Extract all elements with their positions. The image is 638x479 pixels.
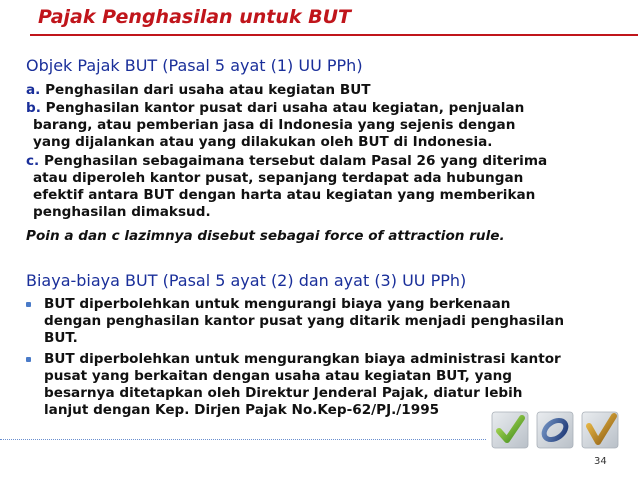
title-underline [30, 34, 638, 36]
item-c-line-4: penghasilan dimaksud. [33, 204, 211, 220]
gold-check-icon [582, 412, 618, 448]
bullet-2-line-1: BUT diperbolehkan untuk mengurangkan biaya administrasi kantor [44, 351, 561, 367]
item-a-line-1: a. Penghasilan dari usaha atau kegiatan BUT [26, 82, 371, 98]
bullet-2-line-4: lanjut dengan Kep. Dirjen Pajak No.Kep-62/PJ./1995 [44, 402, 440, 418]
footer-dotted-rule [0, 439, 486, 440]
green-check-icon [492, 412, 528, 448]
bullet-icon [26, 302, 31, 307]
bullet-1-line-2: dengan penghasilan kantor pusat yang ditarik menjadi penghasilan [44, 313, 565, 329]
bullet-1-line-3: BUT. [44, 330, 78, 346]
item-c-line-1: c. Penghasilan sebagaimana tersebut dalam Pasal 26 yang diterima [26, 153, 548, 169]
slide-title: Pajak Penghasilan untuk BUT [38, 6, 351, 28]
blue-ring-icon [537, 412, 573, 448]
item-c-line-2: atau diperoleh kantor pusat, sepanjang terdapat ada hubungan [33, 170, 524, 186]
page-number: 34 [594, 456, 607, 467]
bullet-1-line-1: BUT diperbolehkan untuk mengurangi biaya yang berkenaan [44, 296, 511, 312]
item-b-line-3: yang dijalankan atau yang dilakukan oleh BUT di Indonesia. [33, 134, 493, 150]
item-b-line-1: b. Penghasilan kantor pusat dari usaha atau kegiatan, penjualan [26, 100, 525, 116]
force-of-attraction-note: Poin a dan c lazimnya disebut sebagai force of attraction rule. [26, 228, 505, 244]
item-c-line-3: efektif antara BUT dengan harta atau kegiatan yang memberikan [33, 187, 536, 203]
bullet-2-line-3: besarnya ditetapkan oleh Direktur Jenderal Pajak, diatur lebih [44, 385, 523, 401]
section-heading-biaya: Biaya-biaya BUT (Pasal 5 ayat (2) dan ayat (3) UU PPh) [26, 271, 467, 290]
bullet-2-line-2: pusat yang berkaitan dengan usaha atau kegiatan BUT, yang [44, 368, 513, 384]
bullet-icon [26, 357, 31, 362]
section-heading-objek-pajak: Objek Pajak BUT (Pasal 5 ayat (1) UU PPh) [26, 56, 363, 75]
item-b-line-2: barang, atau pemberian jasa di Indonesia yang sejenis dengan [33, 117, 516, 133]
decorative-checkmarks-graphic [488, 406, 628, 454]
